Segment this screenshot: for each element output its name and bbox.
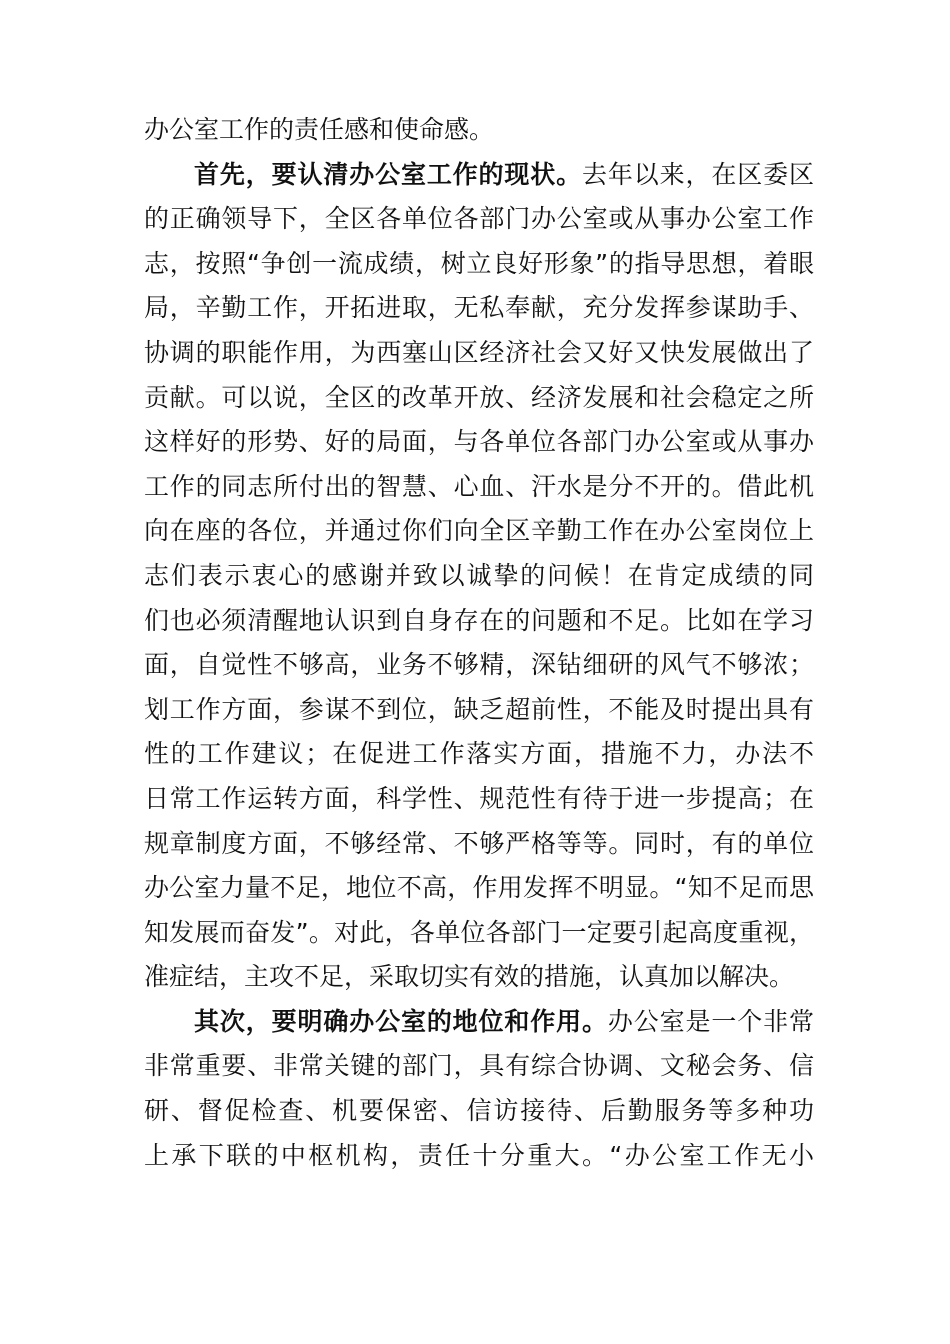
text-line: 工作的同志所付出的智慧、心血、汗水是分不开的。借此机	[144, 471, 814, 501]
text-line: 志们表示衷心的感谢并致以诚挚的问候！在肯定成绩的同	[144, 560, 814, 590]
text-line: 性的工作建议；在促进工作落实方面，措施不力，办法不	[144, 739, 814, 769]
text-line: 志，按照“争创一流成绩，树立良好形象”的指导思想，着眼	[144, 248, 814, 278]
paragraph	[144, 153, 814, 1000]
text-line	[144, 1000, 814, 1045]
text-line: 上承下联的中枢机构，责任十分重大。“办公室工作无小	[144, 1140, 814, 1170]
text-line: 办公室力量不足，地位不高，作用发挥不明显。“知不足而思	[144, 873, 814, 903]
text-line: 向在座的各位，并通过你们向全区辛勤工作在办公室岗位上	[144, 516, 814, 546]
text-line: 们也必须清醒地认识到自身存在的问题和不足。比如在学习	[144, 605, 814, 635]
text-line: 日常工作运转方面，科学性、规范性有待于进一步提高；在	[144, 783, 814, 813]
text-line: 准症结，主攻不足，采取切实有效的措施，认真加以解决。	[144, 962, 795, 992]
text-line: 规章制度方面，不够经常、不够严格等等。同时，有的单位	[144, 828, 814, 858]
paragraph	[144, 1000, 814, 1178]
text-line: 研、督促检查、机要保密、信访接待、后勤服务等多种功	[144, 1096, 814, 1126]
document-body	[144, 108, 814, 1178]
text-line	[144, 153, 814, 198]
text-line: 非常重要、非常关键的部门，具有综合协调、文秘会务、信	[144, 1051, 814, 1081]
section-lead-heading: 其次，要明确办公室的地位和作用。	[194, 1006, 608, 1036]
text-line: 协调的职能作用，为西塞山区经济社会又好又快发展做出了	[144, 337, 814, 367]
section-lead-heading: 首先，要认清办公室工作的现状。	[194, 159, 583, 189]
text-line: 的正确领导下，全区各单位各部门办公室或从事办公室工作	[144, 204, 814, 234]
text-line: 这样好的形势、好的局面，与各单位各部门办公室或从事办	[144, 427, 814, 457]
text-line: 划工作方面，参谋不到位，缺乏超前性，不能及时提出具有	[144, 694, 814, 724]
text-line: 面，自觉性不够高，业务不够精，深钻细研的风气不够浓；	[144, 650, 814, 680]
lead-line-text: 去年以来，在区委区	[582, 159, 814, 189]
paragraph	[144, 108, 814, 153]
text-line: 贡献。可以说，全区的改革开放、经济发展和社会稳定之所	[144, 382, 814, 412]
text-line: 知发展而奋发”。对此，各单位各部门一定要引起高度重视，	[144, 917, 814, 947]
text-line: 办公室工作的责任感和使命感。	[144, 115, 495, 144]
text-line: 局，辛勤工作，开拓进取，无私奉献，充分发挥参谋助手、	[144, 293, 814, 323]
lead-line-text: 办公室是一个非常	[607, 1006, 814, 1036]
